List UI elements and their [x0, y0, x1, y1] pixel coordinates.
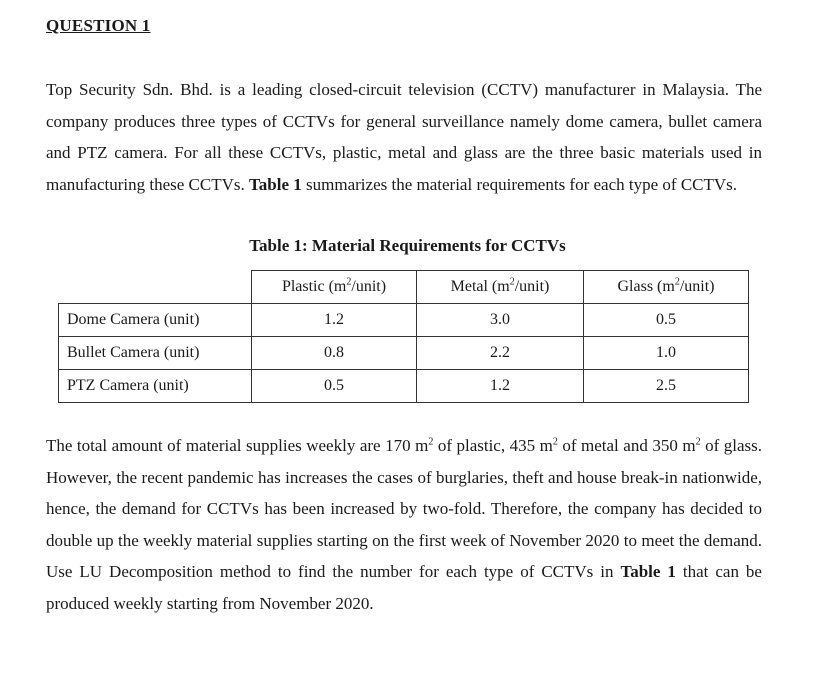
table-corner-cell — [59, 271, 252, 304]
table-row — [59, 304, 749, 337]
cell-dome-metal: 3.0 — [417, 304, 584, 337]
row-label-dome-camera: Dome Camera (unit) — [59, 304, 252, 337]
column-header-plastic: Plastic $(m^2/unit)$ — [252, 271, 417, 304]
cell-dome-plastic: 1.2 — [252, 304, 417, 337]
cell-bullet-metal: 2.2 — [417, 337, 584, 370]
cell-ptz-metal: 1.2 — [417, 370, 584, 403]
row-label-bullet-camera: Bullet Camera (unit) — [59, 337, 252, 370]
cell-ptz-glass: 2.5 — [584, 370, 749, 403]
intro-paragraph — [46, 74, 762, 200]
table-reference: Table 1 — [249, 174, 302, 194]
table-header-row — [59, 271, 749, 304]
table-row — [59, 370, 749, 403]
cell-ptz-plastic: 0.5 — [252, 370, 417, 403]
problem-paragraph: The total amount of material supplies weekly are 170 $m^2$ of plastic, 435 $m^2$ of metal and 350 $m^2$ of glass. However, the recent pandemic has increases the cases of burglaries, theft and house break-in nationwide, hence, the demand for CCTVs has been increased by two-fold. Therefore, the company has decided to double up the weekly material supplies starting on the first week of November 2020 to meet the demand. Use LU Decomposition method to find the number for each type of CCTVs in Table 1 that can be produced weekly starting from November 2020. — [46, 436, 762, 613]
intro-text-2: summarizes the material requirements for each type of CCTVs. — [301, 174, 738, 194]
column-header-metal: Metal $(m^2/unit)$ — [417, 271, 584, 304]
column-header-glass: Glass $(m^2/unit)$ — [584, 271, 749, 304]
table-caption: Table 1: Material Requirements for CCTVs — [249, 236, 566, 255]
table-reference: Table 1 — [620, 562, 676, 581]
cell-bullet-glass: 1.0 — [584, 337, 749, 370]
cell-bullet-plastic: 0.8 — [252, 337, 417, 370]
question-title: QUESTION 1 — [46, 16, 151, 35]
material-requirements-table — [58, 270, 749, 403]
table-row — [59, 337, 749, 370]
cell-dome-glass: 0.5 — [584, 304, 749, 337]
intro-text-1: Top Security Sdn. Bhd. is a leading closed-circuit television (CCTV) manufacturer in Malaysia. The company produces three types of CCTVs for general surveillance namely dome camera, bullet camera and PTZ camera. For all these CCTVs, plastic, metal and glass are the three basic materials used in manufacturing these CCTVs. — [46, 80, 762, 194]
row-label-ptz-camera: PTZ Camera (unit) — [59, 370, 252, 403]
